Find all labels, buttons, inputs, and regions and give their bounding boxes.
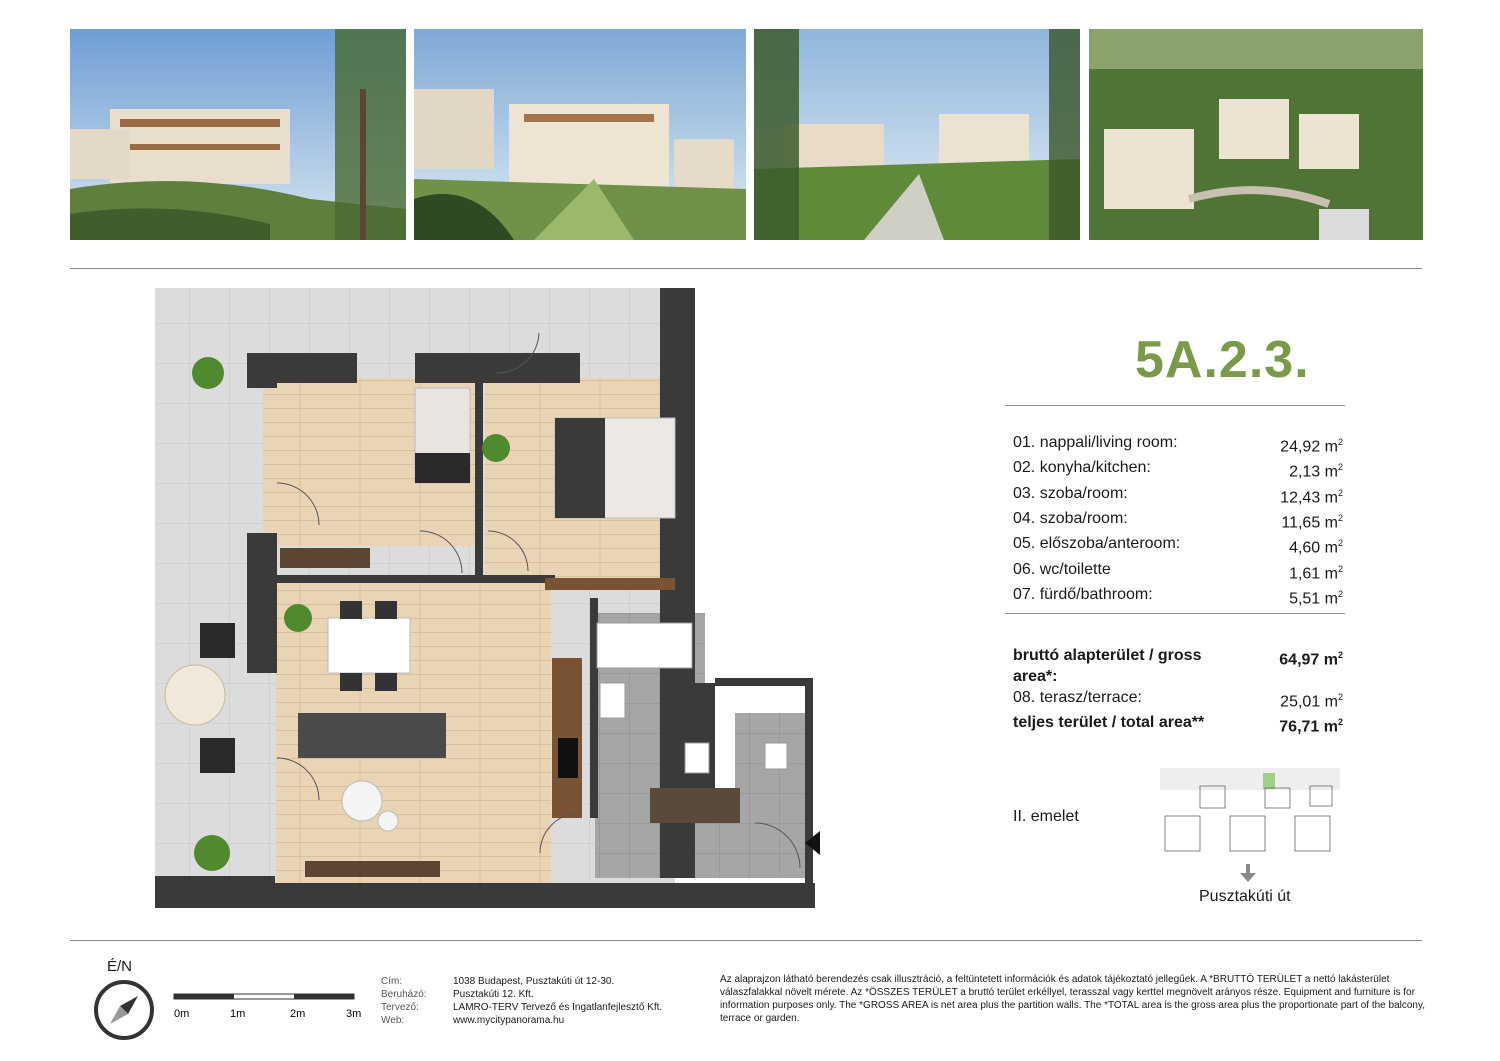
area-totals — [1013, 645, 1343, 738]
room-row: 04. szoba/room: 11,65 $m^2$ — [1013, 509, 1343, 532]
plant-1 — [192, 357, 224, 389]
room-row: 03. szoba/room: 12,43 $m^2$ — [1013, 484, 1343, 506]
plant-4 — [194, 835, 230, 871]
scale-tick-label: 2m — [290, 1008, 306, 1020]
scale-tick-label: 0m — [174, 1008, 190, 1020]
dining-table — [328, 618, 410, 673]
scale-tick-label: 3m — [346, 1008, 362, 1020]
developer: Pusztakúti 12. Kft. — [453, 989, 534, 1000]
unit-code: 5A.2.3. — [1135, 331, 1310, 389]
scale-tick-label: 1m — [230, 1008, 246, 1020]
wardrobe-1 — [280, 548, 370, 568]
road-direction-arrow — [1238, 864, 1258, 884]
total-area-row: teljes terület / total area** 76,71 $m^2$ — [1013, 714, 1343, 736]
floor-label: II. emelet — [1013, 808, 1079, 825]
north-compass-icon — [92, 978, 156, 1042]
render-photo-2 — [414, 29, 746, 240]
room-row: 01. nappali/living room: 24,92 $m^2$ — [1013, 434, 1343, 456]
toilet-2 — [765, 743, 787, 769]
scale-bar — [172, 990, 372, 1022]
footer-divider — [70, 940, 1422, 941]
room-area-list — [1013, 432, 1343, 609]
footer-info-values — [453, 975, 662, 1027]
room-row: 02. konyha/kitchen: 2,13 $m^2$ — [1013, 459, 1343, 481]
table-mid-rule — [1005, 613, 1345, 614]
coffee-table — [342, 781, 382, 821]
toilet-1 — [685, 743, 709, 773]
plant-2 — [482, 434, 510, 462]
washbasin — [600, 683, 625, 718]
room-row: 05. előszoba/anteroom: 4,60 $m^2$ — [1013, 535, 1343, 557]
render-photo-1 — [70, 29, 406, 240]
footer-info-keys: Cím: Beruházó: Tervező: Web: — [381, 976, 427, 1026]
render-photo-3 — [754, 29, 1080, 240]
floor-plan — [150, 283, 830, 915]
tv-unit — [305, 861, 440, 877]
terrace-table — [165, 665, 225, 725]
gross-area-row: bruttó alapterület / gross area*: 64,97 $m^2$ — [1013, 647, 1343, 685]
address: 1038 Budapest, Pusztakúti út 12-30. — [453, 976, 615, 987]
render-photo-4 — [1089, 29, 1423, 240]
website-link[interactable]: www.mycitypanorama.hu — [453, 1015, 565, 1026]
compass-label: É/N — [107, 958, 133, 975]
terrace-area-row: 08. terasz/terrace: 25,01 $m^2$ — [1013, 689, 1343, 711]
disclaimer-text: Az alaprajzon látható berendezés csak illusztráció, a feltüntetett információk és adatok tájékoztató jellegűek. A *BRUTTÓ TERÜLET a nettó lakásterület válaszfalakkal növelt mérete. Az *ÖSSZES TERÜLET a bruttó terület erkéllyel, terasszal vagy kerttel megnövelt arányos része. Equipment and furniture is for information purposes only. The *GROSS AREA is net area plus the partition walls. The *TOTAL area is the gross area plus the proportionate part of the balcony, terrace or garden. — [720, 974, 1426, 1024]
table-top-rule — [1005, 405, 1345, 406]
room-row: 06. wc/toilette 1,61 $m^2$ — [1013, 560, 1343, 582]
site-key-map — [1160, 768, 1340, 858]
designer: LAMRO-TERV Tervező és Ingatlanfejlesztő Kft. — [453, 1002, 663, 1013]
plant-3 — [284, 604, 312, 632]
header-divider — [70, 268, 1422, 269]
hall-floor — [595, 823, 810, 878]
wardrobe-2 — [545, 578, 675, 590]
road-label: Pusztakúti út — [1199, 888, 1291, 905]
sofa — [298, 713, 446, 758]
bathtub — [597, 623, 692, 668]
room-row: 07. fürdő/bathroom: 5,51 $m^2$ — [1013, 585, 1343, 608]
